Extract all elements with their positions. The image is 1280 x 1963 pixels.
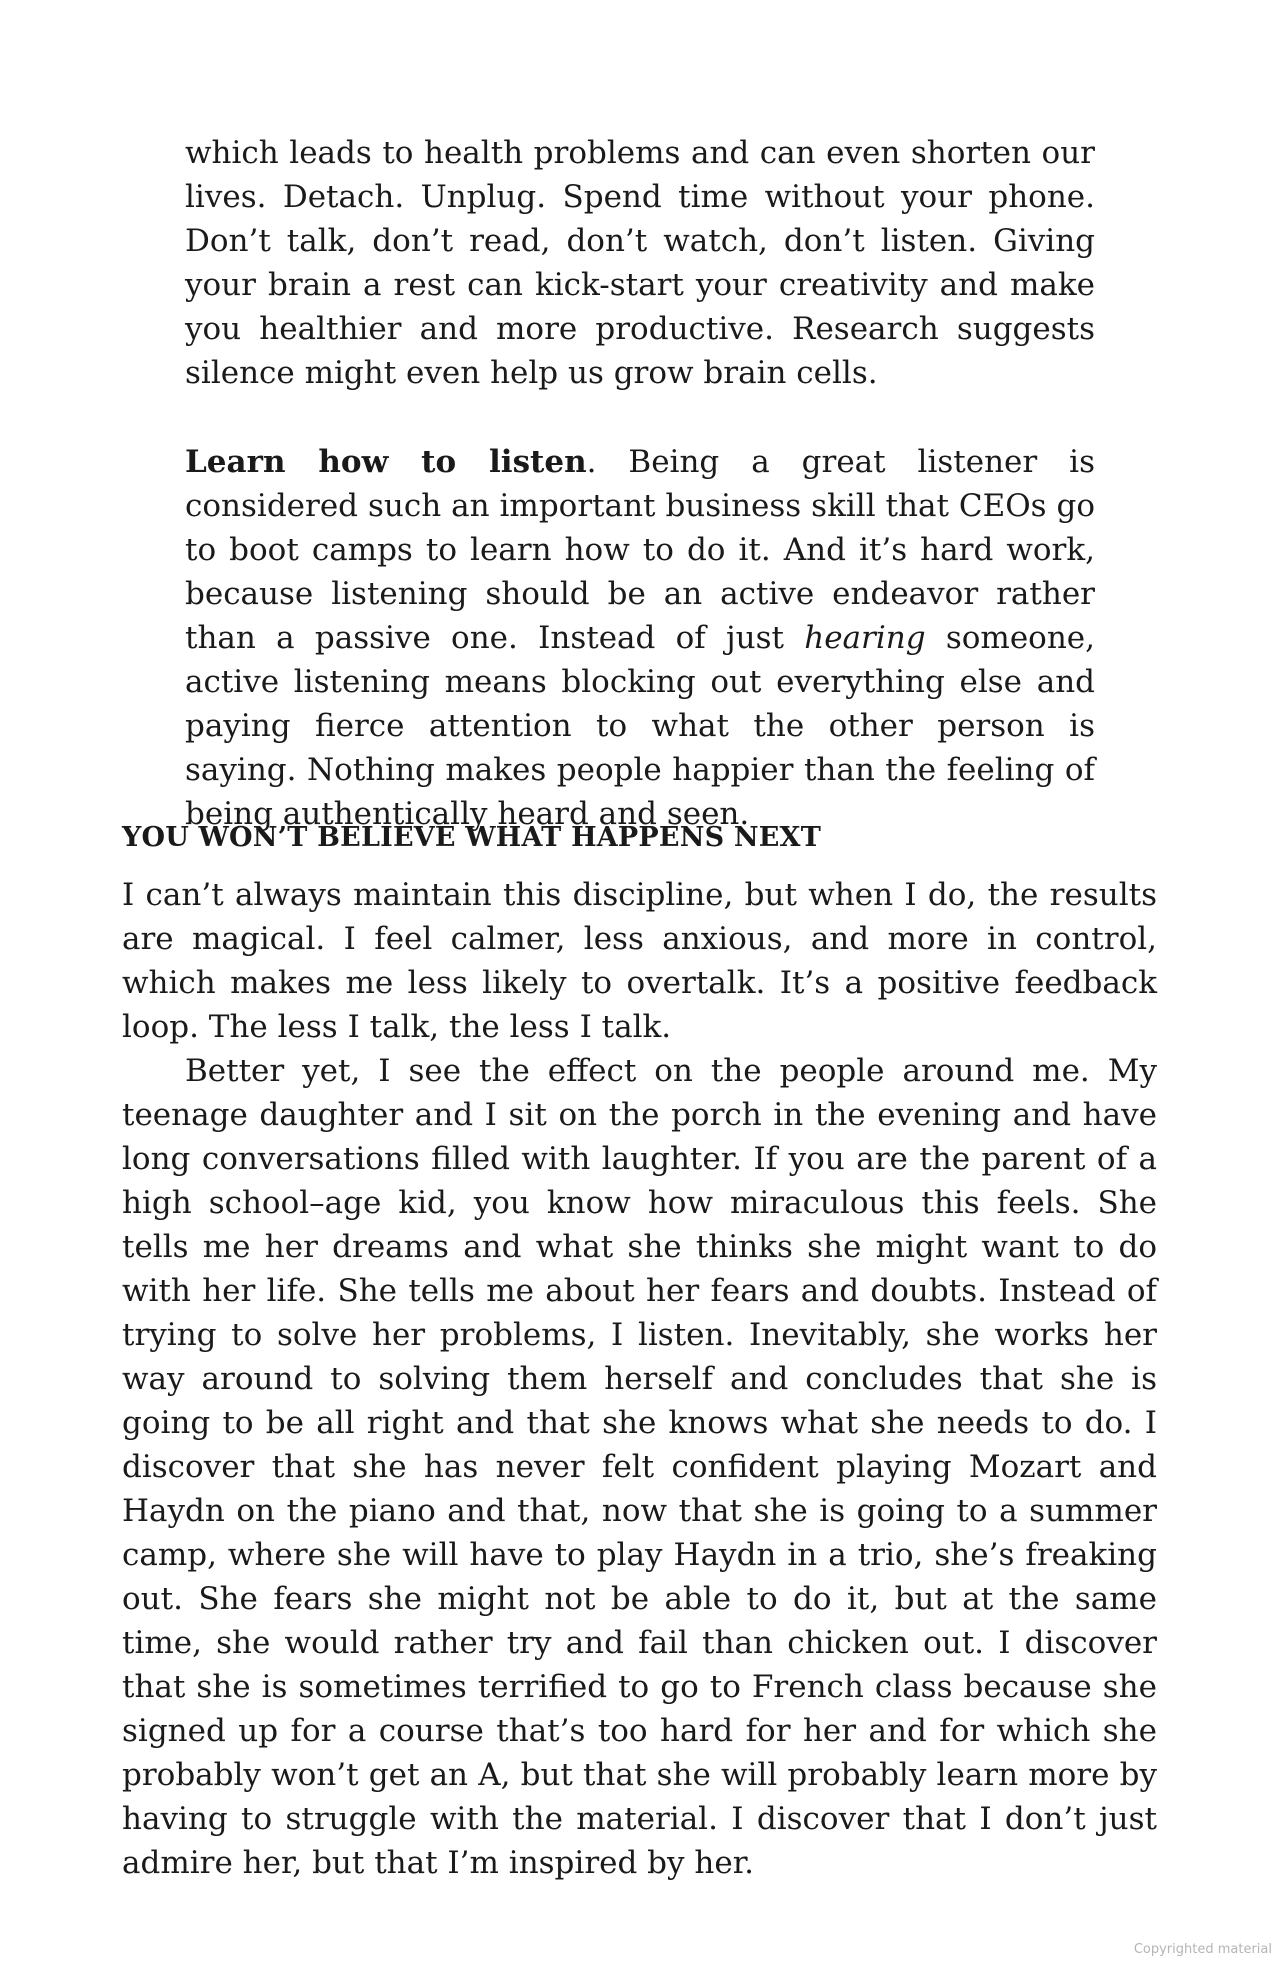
paragraph-lead-in: Learn how to listen — [185, 444, 587, 480]
copyright-watermark: Copyrighted material — [1133, 1942, 1272, 1957]
paragraph-emphasis: hearing — [804, 620, 926, 656]
paragraph-daughter: Better yet, I see the effect on the people around me. My teenage daughter and I sit on the porch in the evening and have long conversations filled with laughter. If you are the parent of a high school–age kid, you know how miraculous this feels. She tells me her dreams and what she thinks she might want to do with her life. She tells me about her fears and doubts. Instead of trying to solve her problems, I listen. Inevitably, she works her way around to solving them herself and concludes that she is going to be all right and that she knows what she needs to do. I discover that she has never felt confident playing Mozart and Haydn on the piano and that, now that she is going to a summer camp, where she will have to play Haydn in a trio, she’s freaking out. She fears she might not be able to do it, but at the same time, she would rather try and fail than chicken out. I discover that she is sometimes terrified to go to French class because she signed up for a course that’s too hard for her and for which she probably won’t get an A, but that she will probably learn more by having to struggle with the material. I discover that I don’t just admire her, but that I’m inspired by her. — [122, 1053, 1157, 1881]
paragraph-silence: which leads to health problems and can even shorten our lives. Detach. Unplug. Spend time without your phone. Don’t talk, don’t read, don’t watch, don’t listen. Giving your brain a rest can kick-start your creativity and make you healthier and more productive. Research suggests silence might even help us grow brain cells. — [185, 135, 1095, 391]
paragraph-text-b: someone, active listening means blocking out everything else and paying fierce attention to what the other person is saying. Nothing makes people happier than the feeling of being authentically heard and seen. — [185, 620, 1095, 832]
paragraph-learn-to-listen — [185, 440, 1095, 836]
paragraph-discipline: I can’t always maintain this discipline, but when I do, the results are magical. I feel calmer, less anxious, and more in control, which makes me less likely to overtalk. It’s a positive feedback loop. The less I talk, the less I talk. — [122, 877, 1157, 1045]
paragraph-text-a: . Being a great listener is considered such an important business skill that CEOs go to boot camps to learn how to do it. And it’s hard work, because listening should be an active endeavor rather than a passive one. Instead of just — [185, 444, 1095, 656]
section-heading: YOU WON’T BELIEVE WHAT HAPPENS NEXT — [122, 822, 821, 853]
